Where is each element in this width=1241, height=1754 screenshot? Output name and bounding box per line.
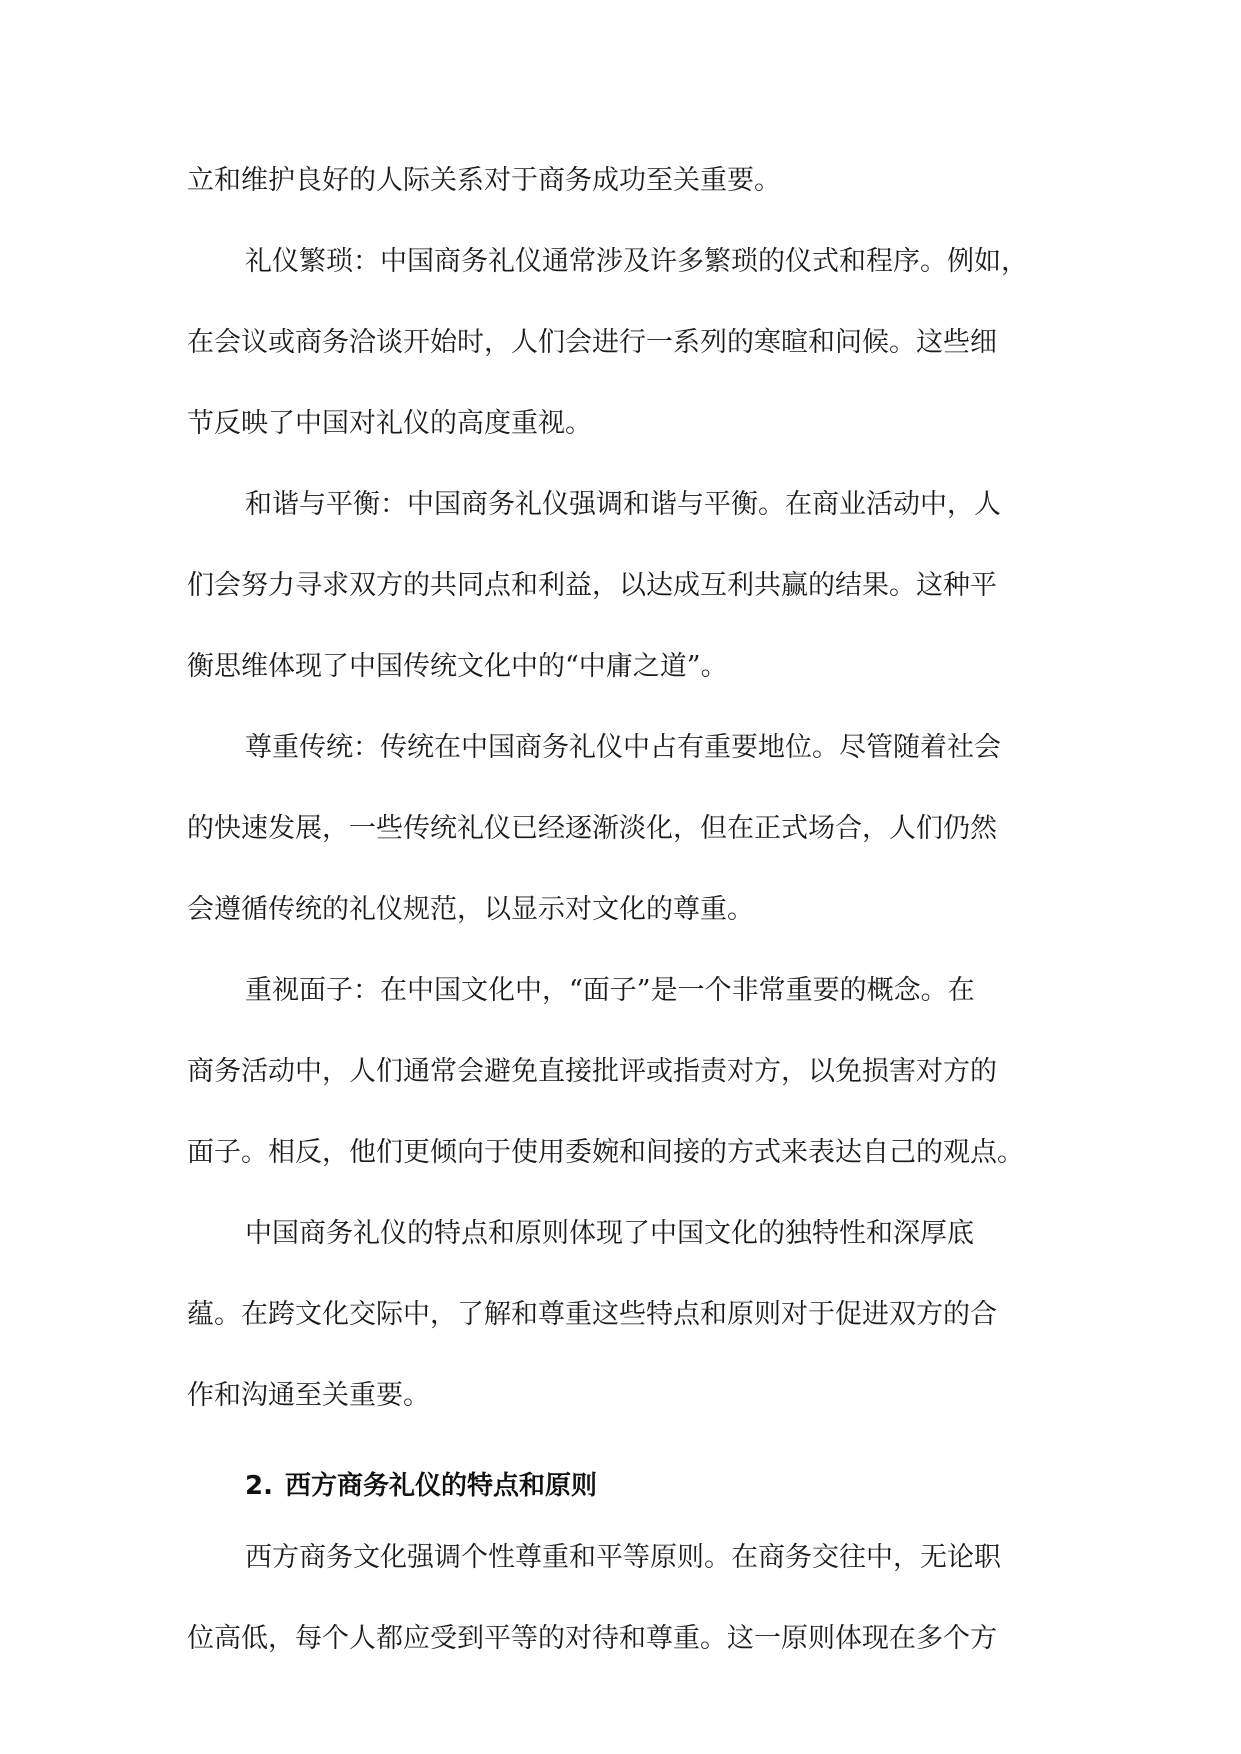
paragraph-etiquette-complexity: 礼仪繁琐：中国商务礼仪通常涉及许多繁琐的仪式和程序。例如， 在会议或商务洽谈开始时，人们会进行一系列的寒暄和问候。这些细 节反映了中国对礼仪的高度重视。: [187, 246, 1028, 439]
paragraph-harmony-balance: 和谐与平衡：中国商务礼仪强调和谐与平衡。在商业活动中，人 们会努力寻求双方的共同点和利益，以达成互利共赢的结果。这种平 衡思维体现了中国传统文化中的“中庸之道”。: [187, 489, 1001, 682]
paragraph-summary: 中国商务礼仪的特点和原则体现了中国文化的独特性和深厚底 蕴。在跨文化交际中，了解和尊重这些特点和原则对于促进双方的合 作和沟通至关重要。: [187, 1218, 997, 1411]
document-body: [187, 140, 1049, 1679]
paragraph-continuation: 立和维护良好的人际关系对于商务成功至关重要。: [187, 165, 781, 196]
paragraph-western-intro: 西方商务文化强调个性尊重和平等原则。在商务交往中，无论职 位高低，每个人都应受到平等的对待和尊重。这一原则体现在多个方: [187, 1542, 1001, 1654]
paragraph-respect-tradition: 尊重传统：传统在中国商务礼仪中占有重要地位。尽管随着社会 的快速发展，一些传统礼仪已经逐渐淡化，但在正式场合，人们仍然 会遵循传统的礼仪规范，以显示对文化的尊重。: [187, 732, 1001, 925]
paragraph-face: 重视面子：在中国文化中，“面子”是一个非常重要的概念。在 商务活动中，人们通常会避免直接批评或指责对方，以免损害对方的 面子。相反，他们更倾向于使用委婉和间接的方式来表达自己的观点。: [187, 975, 1024, 1168]
section-heading: [187, 1436, 1049, 1517]
section-title: 西方商务礼仪的特点和原则: [285, 1471, 598, 1501]
section-number: 2.: [245, 1471, 273, 1501]
